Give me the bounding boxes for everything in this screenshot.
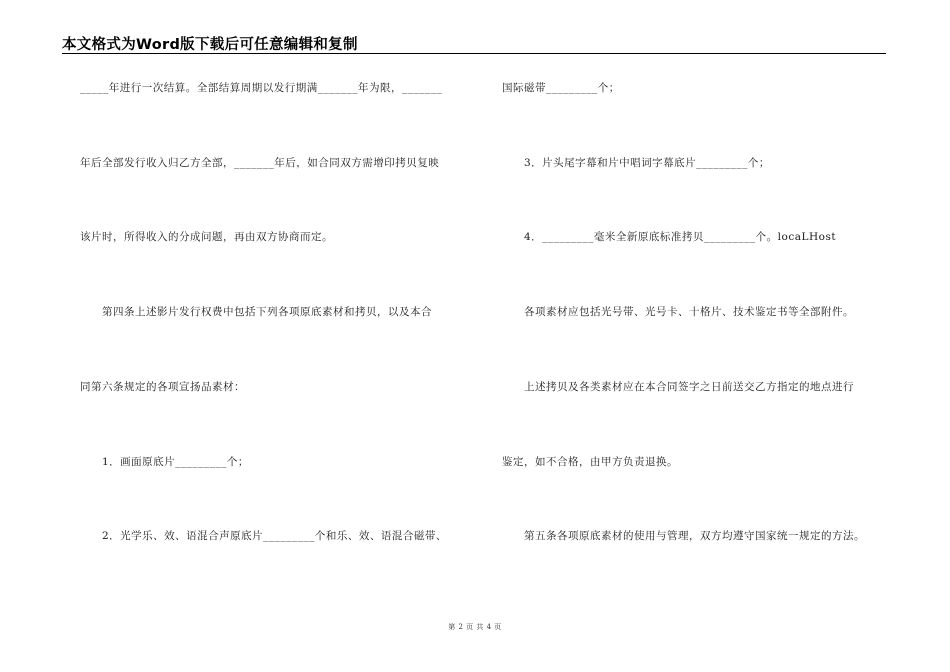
document-header: 本文格式为Word版下载后可任意编辑和复制 [62,37,358,53]
text-line: 该片时，所得收入的分成问题，再由双方协商而定。 [80,231,333,243]
text-line: 各项素材应包括光号带、光号卡、十格片、技术鉴定书等全部附件。 [502,306,854,318]
text-line: 年后全部发行收入归乙方全部，_______年后，如合同双方需增印拷贝复映 [80,157,440,169]
text-line: 2．光学乐、效、语混合声原底片_________个和乐、效、语混合磁带、 [80,530,447,542]
text-line: 3．片头尾字幕和片中唱词字幕底片_________个； [502,157,770,169]
text-line: 鉴定，如不合格，由甲方负责退换。 [502,456,678,468]
text-line: 上述拷贝及各类素材应在本合同签字之日前送交乙方指定的地点进行 [502,381,854,393]
text-line: 1．画面原底片_________个； [80,456,249,468]
text-line: 第四条上述影片发行权费中包括下列各项原底素材和拷贝，以及本合 [80,306,432,318]
text-line: 第五条各项原底素材的使用与管理，双方均遵守国家统一规定的方法。 [502,530,865,542]
header-divider [62,53,886,54]
page-number: 第 2 页 共 4 页 [448,623,502,631]
text-line: 国际磁带_________个； [502,82,620,94]
text-line: 同第六条规定的各项宣扬品素材： [80,381,245,393]
text-line: _____年进行一次结算。全部结算周期以发行期满_______年为限，_______ [80,82,443,94]
text-line: 4．_________毫米全新原底标准拷贝_________个。locaLHost [502,231,837,243]
